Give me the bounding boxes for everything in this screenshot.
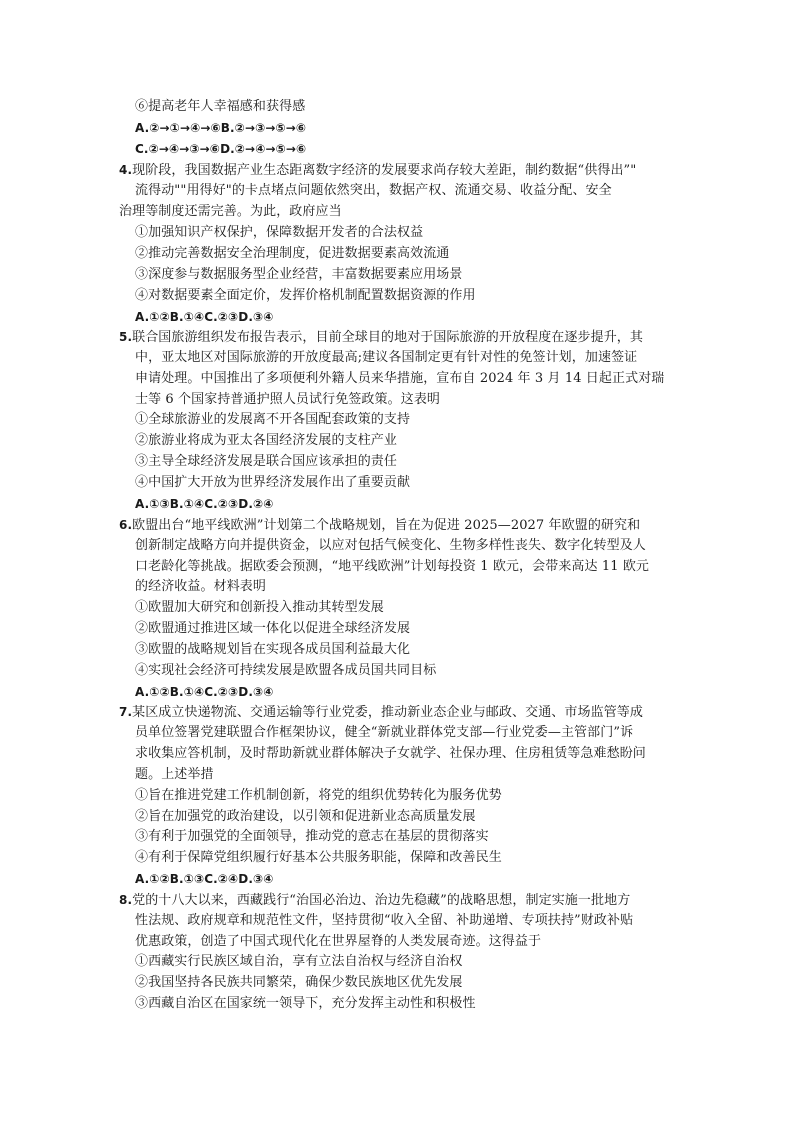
q6-options: A.①②B.①④C.②③D.③④ bbox=[135, 685, 274, 699]
q5-item-4: ④中国扩大开放为世界经济发展作出了重要贡献 bbox=[135, 475, 411, 490]
q4-stem-line-2: 流得动""用得好"的卡点堵点问题依然突出，数据产权、流通交易、收益分配、安全 bbox=[135, 183, 612, 198]
q6-stem-line-3: 口老龄化等挑战。据欧委会预测，“地平线欧洲”计划每投资 1 欧元，会带来高达 11 欧元 bbox=[135, 559, 650, 574]
q8-item-1: ①西藏实行民族区域自治，享有立法自治权与经济自治权 bbox=[135, 954, 463, 969]
q7-number: 7. bbox=[119, 705, 133, 719]
q8-stem-line-2: 性法规、政府规章和规范性文件，坚持贯彻“收入全留、补助递增、专项扶持”财政补贴 bbox=[135, 913, 634, 928]
q8-stem-line-1 bbox=[119, 890, 630, 911]
q7-item-2: ②旨在加强党的政治建设，以引领和促进新业态高质量发展 bbox=[135, 809, 476, 824]
q4-item-2: ②推动完善数据安全治理制度，促进数据要素高效流通 bbox=[135, 246, 450, 261]
q5-stem-line-2: 中，亚太地区对国际旅游的开放度最高;建议各国制定更有针对性的免签计划，加速签证 bbox=[135, 350, 638, 365]
q4-options: A.①②B.①④C.②③D.③④ bbox=[135, 310, 274, 324]
q7-item-3: ③有利于加强党的全面领导，推动党的意志在基层的贯彻落实 bbox=[135, 829, 489, 844]
q4-number: 4. bbox=[119, 163, 133, 177]
q5-item-3: ③主导全球经济发展是联合国应该承担的责任 bbox=[135, 454, 398, 469]
q6-item-2: ②欧盟通过推进区域一体化以促进全球经济发展 bbox=[135, 621, 411, 636]
q3-options-cd: C.②→④→③→⑥D.②→④→⑤→⑥ bbox=[135, 142, 307, 156]
q6-item-1: ①欧盟加大研究和创新投入推动其转型发展 bbox=[135, 600, 384, 615]
q8-number: 8. bbox=[119, 893, 133, 907]
q7-stem-line-4: 题。上述举措 bbox=[135, 767, 214, 782]
q7-item-1: ①旨在推进党建工作机制创新，将党的组织优势转化为服务优势 bbox=[135, 788, 502, 803]
q6-number: 6. bbox=[119, 518, 133, 532]
q7-stem-line-3: 求收集应答机制，及时帮助新就业群体解决子女就学、社保办理、住房租赁等急难愁盼问 bbox=[135, 746, 646, 761]
q5-item-1: ①全球旅游业的发展离不开各国配套政策的支持 bbox=[135, 412, 411, 427]
q7-stem-line-1 bbox=[119, 702, 643, 723]
q8-item-3: ③西藏自治区在国家统一领导下，充分发挥主动性和积极性 bbox=[135, 996, 476, 1011]
q8-stem-text-1: 党的十八大以来，西藏践行“治国必治边、治边先稳藏”的战略思想，制定实施一批地方 bbox=[132, 893, 631, 908]
q7-stem-text-1: 某区成立快递物流、交通运输等行业党委，推动新业态企业与邮政、交通、市场监管等成 bbox=[132, 705, 644, 720]
q4-stem-line-3: 治理等制度还需完善。为此，政府应当 bbox=[119, 204, 342, 219]
q5-stem-line-3: 申请处理。中国推出了多项便利外籍人员来华措施，宣布自 2024 年 3 月 14 日起正式对瑞 bbox=[135, 371, 665, 386]
q8-item-2: ②我国坚持各民族共同繁荣，确保少数民族地区优先发展 bbox=[135, 975, 463, 990]
q4-stem-line-1 bbox=[119, 160, 636, 181]
q7-item-4: ④有利于保障党组织履行好基本公共服务职能，保障和改善民生 bbox=[135, 850, 502, 865]
q5-stem-line-1 bbox=[119, 327, 643, 348]
q5-number: 5. bbox=[119, 330, 133, 344]
q3-item-6: ⑥提高老年人幸福感和获得感 bbox=[135, 99, 306, 114]
q6-item-3: ③欧盟的战略规划旨在实现各成员国利益最大化 bbox=[135, 642, 411, 657]
q4-item-4: ④对数据要素全面定价，发挥价格机制配置数据资源的作用 bbox=[135, 288, 476, 303]
q7-stem-line-2: 员单位签署党建联盟合作框架协议，健全“新就业群体党支部—行业党委—主管部门”诉 bbox=[135, 725, 634, 740]
q6-stem-line-2: 创新制定战略方向并提供资金，以应对包括气候变化、生物多样性丧失、数字化转型及人 bbox=[135, 538, 646, 553]
q3-options-ab: A.②→①→④→⑥B.②→③→⑤→⑥ bbox=[135, 121, 307, 135]
q5-item-2: ②旅游业将成为亚太各国经济发展的支柱产业 bbox=[135, 433, 398, 448]
q4-item-1: ①加强知识产权保护，保障数据开发者的合法权益 bbox=[135, 225, 424, 240]
q7-options: A.①②B.①③C.②④D.③④ bbox=[135, 872, 274, 886]
q5-options: A.①③B.①④C.②③D.②④ bbox=[135, 497, 274, 511]
q5-stem-text-1: 联合国旅游组织发布报告表示，目前全球目的地对于国际旅游的开放程度在逐步提升，其 bbox=[132, 330, 644, 345]
q4-stem-text-1: 现阶段，我国数据产业生态距离数字经济的发展要求尚存较大差距，制约数据“供得出”" bbox=[132, 163, 637, 178]
q6-stem-line-4: 的经济收益。材料表明 bbox=[135, 579, 267, 594]
q4-item-3: ③深度参与数据服务型企业经营，丰富数据要素应用场景 bbox=[135, 267, 463, 282]
q6-stem-text-1: 欧盟出台“地平线欧洲”计划第二个战略规划，旨在为促进 2025—2027 年欧盟的研究和 bbox=[132, 518, 641, 533]
q6-stem-line-1 bbox=[119, 515, 640, 536]
q6-item-4: ④实现社会经济可持续发展是欧盟各成员国共同目标 bbox=[135, 663, 437, 678]
q8-stem-line-3: 优惠政策，创造了中国式现代化在世界屋脊的人类发展奇迹。这得益于 bbox=[135, 934, 542, 949]
q5-stem-line-4: 士等 6 个国家持普通护照人员试行免签政策。这表明 bbox=[135, 392, 441, 407]
